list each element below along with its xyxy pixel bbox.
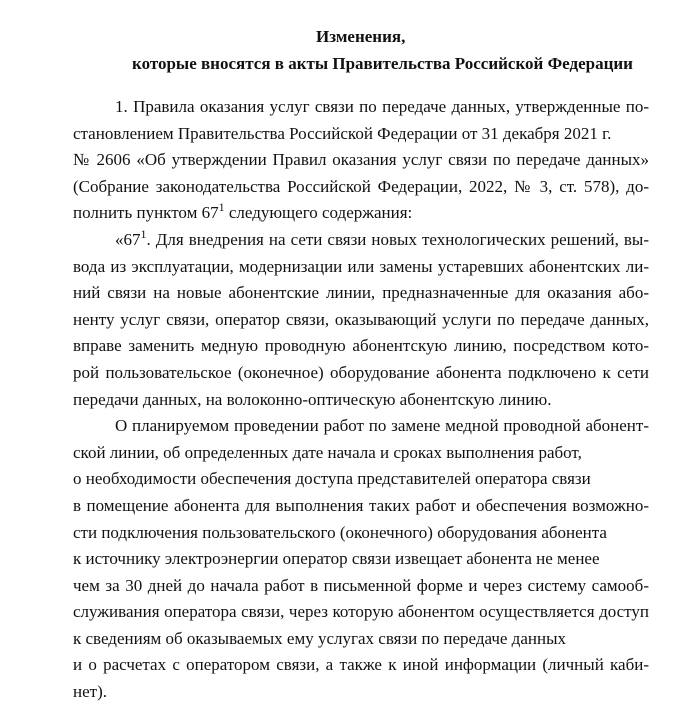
text-line — [73, 147, 649, 174]
document-title-line-1: Изменения, — [316, 27, 406, 46]
text-line — [73, 440, 649, 467]
text-segment: служивания оператора связи, через которую абонентом осуществляется доступ — [73, 602, 649, 622]
text-segment: «67 — [115, 229, 141, 249]
text-segment: полнить пунктом 67 — [73, 203, 219, 223]
text-segment: рой пользовательское (оконечное) оборудование абонента подключено к сети — [73, 362, 649, 382]
text-segment: чем за 30 дней до начала работ в письменной форме и через систему самооб- — [73, 575, 649, 595]
text-segment: в помещение абонента для выполнения таких работ и обеспечения возможно- — [73, 495, 649, 515]
text-segment: ний связи на новые абонентские линии, предназначенные для оказания або- — [73, 283, 649, 303]
text-line — [73, 200, 649, 227]
text-line — [73, 573, 649, 600]
text-segment: следующего содержания: — [224, 203, 413, 223]
text-line — [73, 254, 649, 281]
text-line — [73, 174, 649, 201]
text-line — [73, 546, 649, 573]
text-segment: ской линии, об определенных дате начала и сроках выполнения работ, — [73, 442, 582, 462]
text-line — [73, 599, 649, 626]
text-segment: сти подключения пользовательского (оконечного) оборудования абонента — [73, 522, 607, 542]
text-segment: О планируемом проведении работ по замене медной проводной абонент- — [115, 416, 649, 436]
text-line — [73, 121, 649, 148]
text-segment: к сведениям об оказываемых ему услугах связи по передаче данных — [73, 628, 566, 648]
text-line — [73, 387, 649, 414]
text-segment: вправе заменить медную проводную абонентскую линию, посредством кото- — [73, 336, 649, 356]
superscript: 1 — [218, 200, 225, 215]
text-segment: передачи данных, на волоконно-оптическую абонентскую линию. — [73, 389, 552, 409]
text-line — [73, 520, 649, 547]
document-title-line-2: которые вносятся в акты Правительства Российской Федерации — [132, 54, 633, 73]
text-line — [73, 493, 649, 520]
text-segment: и о расчетах с оператором связи, а также к иной информации (личный каби- — [73, 655, 649, 675]
text-line — [73, 679, 649, 706]
document-body — [73, 94, 649, 706]
text-segment: о необходимости обеспечения доступа представителей оператора связи — [73, 469, 591, 489]
text-line — [73, 280, 649, 307]
text-segment: к источнику электроэнергии оператор связи извещает абонента не менее — [73, 549, 600, 569]
text-line — [73, 333, 649, 360]
text-line — [73, 413, 649, 440]
superscript: 1 — [140, 226, 147, 241]
text-line — [73, 94, 649, 121]
text-line — [73, 307, 649, 334]
text-line — [73, 360, 649, 387]
text-segment: ненту услуг связи, оператор связи, оказывающий услуги по передаче данных, — [73, 309, 649, 329]
text-segment: № 2606 «Об утверждении Правил оказания услуг связи по передаче данных» — [73, 150, 649, 170]
text-segment: становлением Правительства Российской Федерации от 31 декабря 2021 г. — [73, 123, 612, 143]
text-line — [73, 227, 649, 254]
text-segment: (Собрание законодательства Российской Федерации, 2022, № 3, ст. 578), до- — [73, 176, 649, 196]
text-segment: нет). — [73, 682, 107, 702]
text-segment: 1. Правила оказания услуг связи по передаче данных, утвержденные по- — [115, 97, 649, 116]
text-line — [73, 626, 649, 653]
text-segment: . Для внедрения на сети связи новых технологических решений, вы- — [146, 229, 649, 249]
text-segment: вода из эксплуатации, модернизации или замены устаревших абонентских ли- — [73, 256, 649, 276]
text-line — [73, 466, 649, 493]
text-line — [73, 652, 649, 679]
